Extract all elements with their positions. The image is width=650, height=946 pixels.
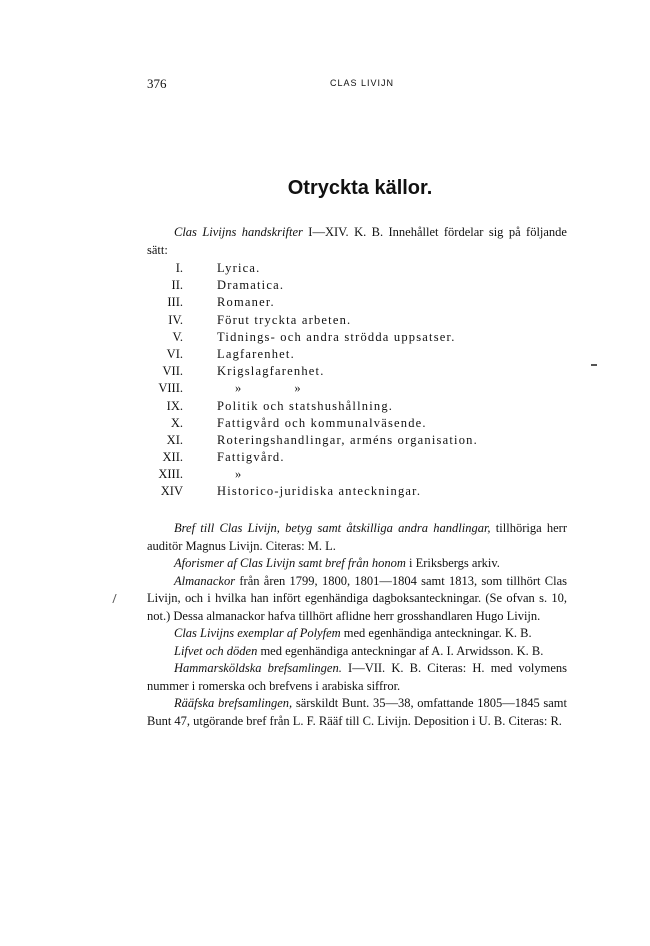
list-item: XII. Fattigvård.: [162, 450, 285, 465]
running-title: CLAS LIVIJN: [330, 78, 395, 88]
source-title: Aforismer af Clas Livijn samt bref från honom: [174, 556, 406, 570]
list-item: I. Lyrica.: [175, 261, 261, 275]
source-entry: Rääfska brefsamlingen, särskildt Bunt. 35—38, omfattande 1805—1845 samt Bunt 47, utgörande bref från L. F. Rääf till C. Livijn. Deposition i U. B. Citeras: R.: [147, 696, 567, 728]
intro-text: I—XIV. K. B. Innehållet fördelar sig på följande sätt:: [147, 225, 567, 257]
source-entry: Lifvet och döden med egenhändiga anteckningar af A. I. Arwidsson. K. B.: [174, 643, 544, 658]
list-item: XIII. »: [158, 467, 243, 482]
source-title: Rääfska brefsamlingen,: [174, 696, 293, 710]
source-entry: Aforismer af Clas Livijn samt bref från honom i Eriksbergs arkiv.: [174, 556, 500, 570]
list-item: VIII. » »: [158, 381, 302, 396]
source-title: Lifvet och döden: [174, 643, 258, 658]
list-item: VI. Lagfarenhet.: [166, 346, 295, 361]
list-item: IX. Politik och statshushållning.: [166, 398, 394, 413]
source-title: Clas Livijns exemplar af Polyfem: [174, 626, 341, 640]
intro-title: Clas Livijns handskrifter: [174, 225, 303, 239]
running-head: [0, 76, 650, 92]
source-entry: Almanackor från åren 1799, 1800, 1801—1804 samt 1813, som tillhört Clas Livijn, och i hvilka han infört egenhändiga dagboksanteckningar. (Se ofvan s. 10, not.) Dessa almanackor hafva tillhört aflidne herr grosshandlaren Hugo Livijn.: [147, 573, 567, 623]
manuscript-list: [147, 260, 567, 501]
source-entry: Hammarsköldska brefsamlingen. I—VII. K. B. Citeras: H. med volymens nummer i romerska och brefvens i arabiska siffror.: [147, 661, 567, 693]
source-title: Bref till Clas Livijn, betyg samt åtskilliga andra handlingar,: [174, 521, 491, 535]
list-item: III. Romaner.: [167, 295, 275, 310]
list-item: VII. Krigslagfarenhet.: [162, 364, 325, 379]
intro-paragraph: [147, 224, 567, 259]
source-title: Hammarsköldska brefsamlingen.: [174, 661, 342, 675]
source-entry: Bref till Clas Livijn, betyg samt åtskilliga andra handlingar, tillhöriga herr auditör Magnus Livijn. Citeras: M. L.: [147, 521, 567, 553]
margin-tick: [112, 594, 117, 603]
margin-dash: [591, 364, 597, 366]
list-item: V. Tidnings- och andra strödda uppsatser.: [172, 329, 456, 344]
list-item: II. Dramatica.: [171, 278, 285, 293]
sources-list: [147, 520, 567, 730]
source-title: Almanackor: [174, 573, 236, 588]
source-entry: Clas Livijns exemplar af Polyfem med egenhändiga anteckningar. K. B.: [174, 626, 532, 640]
section-heading: Otryckta källor.: [287, 177, 433, 199]
page-number: 376: [147, 76, 167, 91]
list-item: XIV Historico-juridiska anteckningar.: [160, 484, 422, 499]
list-item: X. Fattigvård och kommunalväsende.: [170, 415, 427, 430]
list-item: IV. Förut tryckta arbeten.: [168, 312, 352, 327]
list-item: XI. Roteringshandlingar, arméns organisation.: [166, 432, 478, 447]
